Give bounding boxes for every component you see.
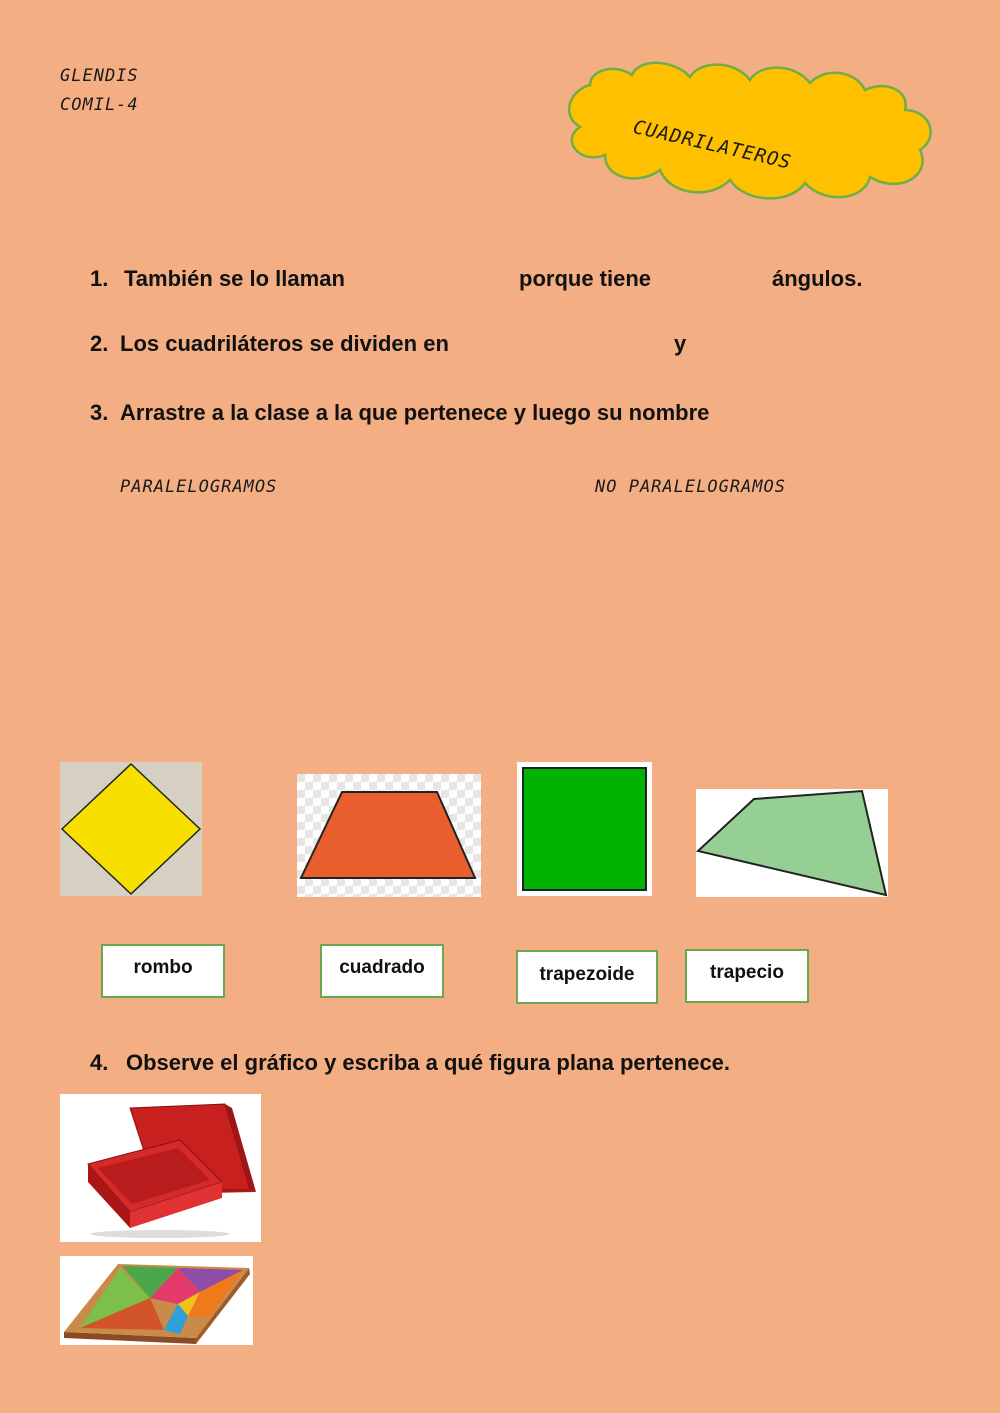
worksheet-title: CUADRILATEROS	[631, 116, 794, 174]
word-card-trapecio[interactable]: trapecio	[685, 949, 809, 1003]
red-box-image	[60, 1094, 261, 1242]
question-1-part-b: porque tiene	[519, 266, 652, 291]
question-2-number: 2.	[90, 331, 109, 356]
light-green-quadrilateral-shape[interactable]	[696, 789, 888, 897]
word-card-rombo[interactable]: rombo	[101, 944, 225, 998]
question-2-part-a: Los cuadriláteros se dividen en	[120, 331, 449, 356]
question-4-text: Observe el gráfico y escriba a qué figura plana pertenece.	[126, 1050, 731, 1075]
author-group: COMIL-4	[60, 95, 139, 115]
word-card-cuadrado[interactable]: cuadrado	[320, 944, 444, 998]
title-cloud	[560, 55, 935, 220]
orange-trapezoid-shape[interactable]	[297, 774, 481, 897]
class-label-paralelogramos: PARALELOGRAMOS	[120, 477, 278, 497]
question-1-part-c: ángulos.	[772, 266, 863, 291]
question-3-number: 3.	[90, 400, 109, 425]
green-square-shape[interactable]	[517, 762, 652, 896]
question-3-text: Arrastre a la clase a la que pertenece y luego su nombre	[120, 400, 710, 425]
question-4-number: 4.	[90, 1050, 109, 1075]
tangram-board-image	[60, 1256, 253, 1345]
author-block	[60, 62, 139, 120]
question-2-part-b: y	[674, 331, 687, 356]
question-1-part-a: También se lo llaman	[124, 266, 345, 291]
class-label-no-paralelogramos: NO PARALELOGRAMOS	[595, 477, 786, 497]
author-name: GLENDIS	[60, 66, 139, 86]
word-card-trapezoide[interactable]: trapezoide	[516, 950, 658, 1004]
yellow-rhombus-shape[interactable]	[60, 762, 202, 896]
question-1-number: 1.	[90, 266, 109, 291]
